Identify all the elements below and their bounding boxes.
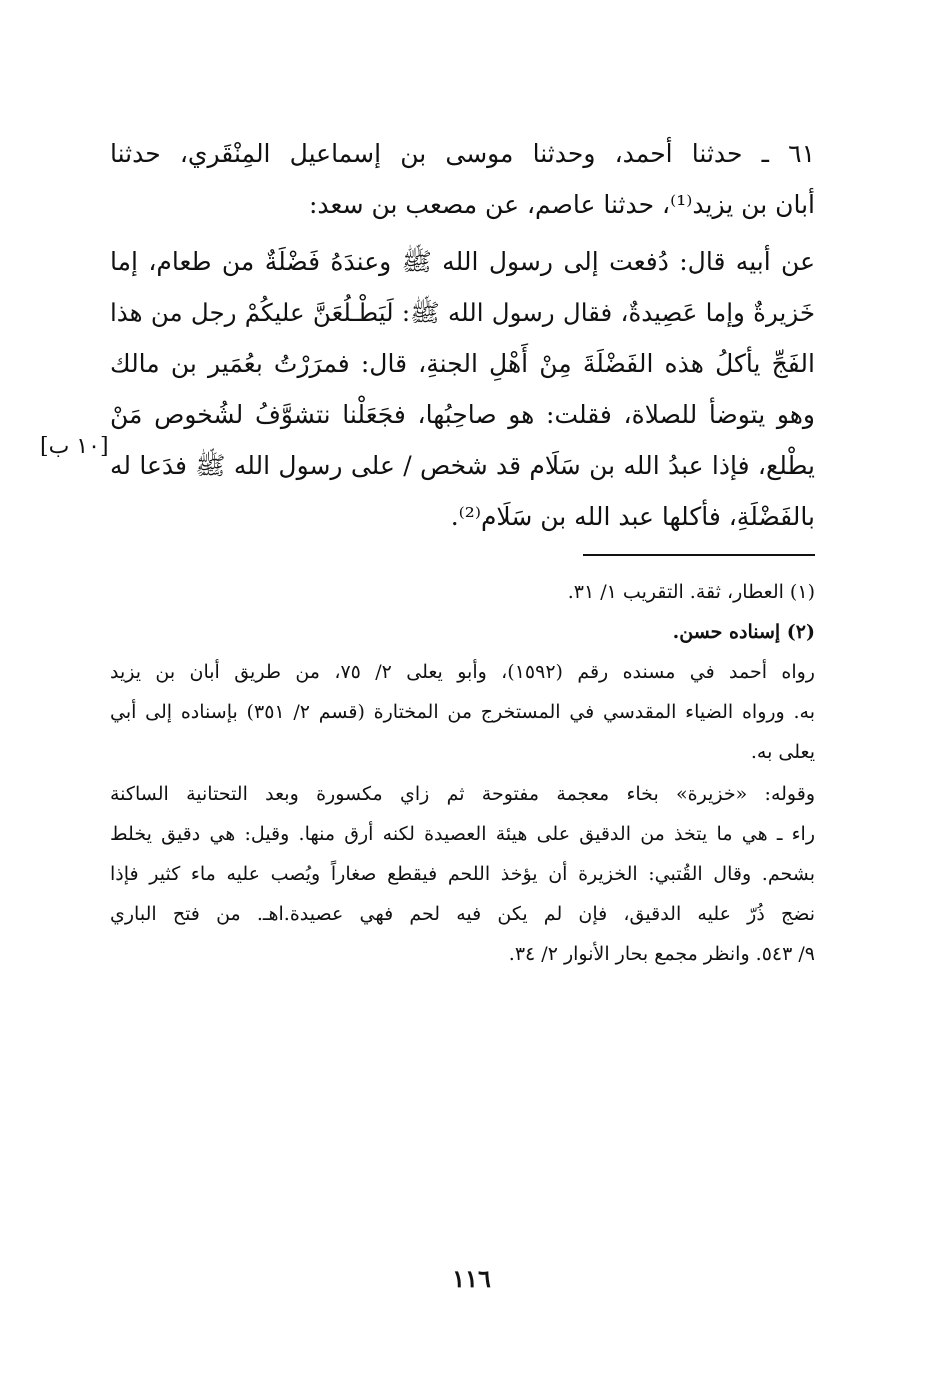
text-line: عن أبيه قال: دُفعت إلى رسول الله ﷺ وعندَهُ فَضْلَةٌ من طعام، إما <box>110 247 815 276</box>
hadith-matn <box>110 236 815 542</box>
footnote-separator <box>583 554 815 556</box>
text-line: وهو يتوضأ للصلاة، فقلت: هو صاحِبُها، فجَعَلْنا نتشوَّفُ لشُخوص مَنْ <box>110 400 815 429</box>
text-line: أبان بن يزيد⁽¹⁾، حدثنا عاصم، عن مصعب بن سعد: <box>308 190 815 219</box>
text-line: وقوله: «خزيرة» بخاء معجمة مفتوحة ثم زاي مكسورة وبعد التحتانية الساكنة <box>110 783 815 805</box>
hadith-isnad <box>110 128 815 230</box>
page-number: ١١٦ <box>452 1264 491 1293</box>
text-line: (١) العطار، ثقة. التقريب ١/ ٣١. <box>567 581 815 603</box>
text-line: يعلى به. <box>750 741 815 763</box>
text-line: ٦١ ـ حدثنا أحمد، وحدثنا موسى بن إسماعيل المِنْقَري، حدثنا <box>110 139 815 168</box>
footnote-gloss <box>110 774 815 974</box>
text-line: بشحم. وقال القُتبي: الخزيرة أن يؤخذ اللحم فيقطع صغاراً ويُصب عليه ماء كثير فإذا <box>110 863 815 885</box>
text-line: خَزيرةٌ وإما عَصِيدةٌ، فقال رسول الله ﷺ: لَيَطْـلُعَنَّ عليكُمْ رجل من هذا <box>110 298 815 327</box>
text-line: به. ورواه الضياء المقدسي في المستخرج من المختارة (قسم ٢/ ٣٥١) بإسناده إلى أبي <box>110 701 816 723</box>
text-line: بالفَضْلَةِ، فأكلها عبد الله بن سَلَام⁽²⁾. <box>450 502 815 531</box>
text-line: رواه أحمد في مسنده رقم (١٥٩٢)، وأبو يعلى ٢/ ٧٥، من طريق أبان بن يزيد <box>110 661 815 683</box>
footnote-2 <box>110 621 816 772</box>
footnote-1 <box>110 572 815 612</box>
footnote-2-title: (٢) إسناده حسن. <box>672 621 815 643</box>
manuscript-folio-marker: [١٠ ب] <box>40 434 109 459</box>
text-line: راء ـ هي ما يتخذ من الدقيق على هيئة العصيدة لكنه أرق منها. وقيل: هي دقيق يخلط <box>110 823 815 845</box>
text-line: يطْلع، فإذا عبدُ الله بن سَلَام قد شخص / على رسول الله ﷺ فدَعا له <box>110 451 815 480</box>
text-line: الفَجِّ يأكلُ هذه الفَضْلَةَ مِنْ أَهْلِ الجنةِ، قال: فمرَرْتُ بعُمَير بن مالك <box>110 349 815 378</box>
text-line: نضج ذُرّ عليه الدقيق، فإن لم يكن فيه لحم فهي عصيدة.اهـ. من فتح الباري <box>110 903 815 925</box>
text-line: ٩/ ٥٤٣. وانظر مجمع بحار الأنوار ٢/ ٣٤. <box>508 943 815 965</box>
